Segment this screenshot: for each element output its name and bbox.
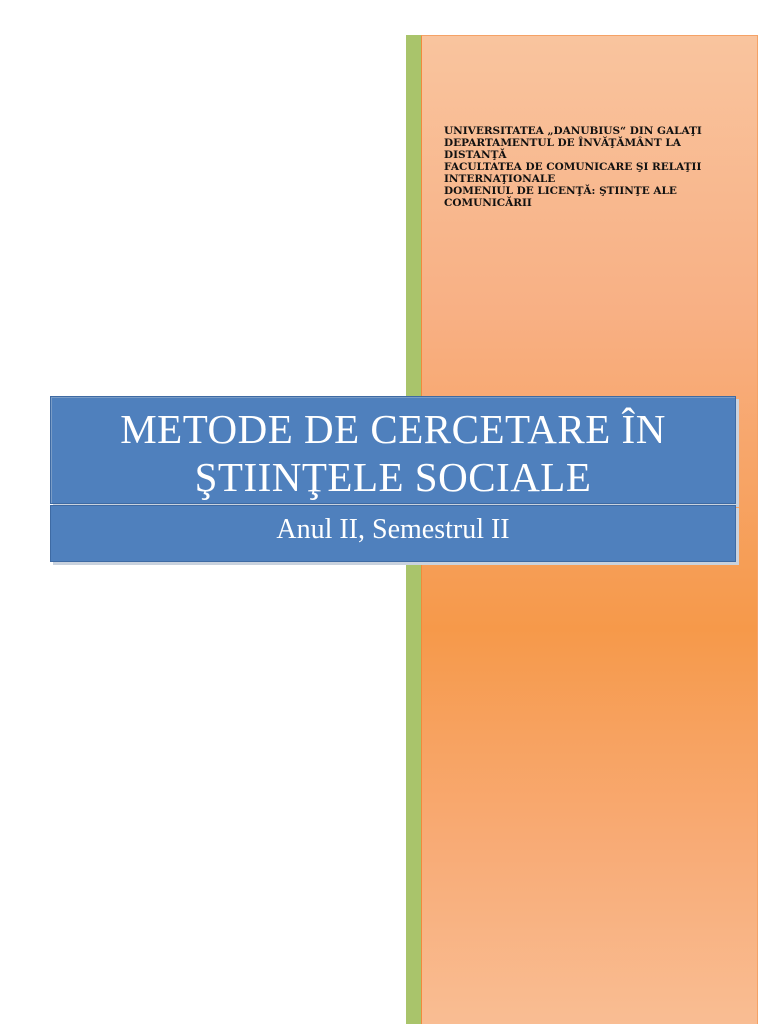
- institution-line: DISTANŢĂ: [444, 149, 507, 161]
- document-subtitle: Anul II, Semestrul II: [276, 514, 510, 545]
- institution-line: FACULTATEA DE COMUNICARE ŞI RELAŢII: [444, 161, 702, 173]
- document-title: [51, 405, 735, 501]
- institution-line: DEPARTAMENTUL DE ÎNVĂŢĂMÂNT LA: [444, 137, 681, 149]
- institution-line: DOMENIUL DE LICENŢĂ: ŞTIINŢE ALE: [444, 185, 677, 197]
- title-line-1: METODE DE CERCETARE ÎN: [120, 406, 666, 452]
- institution-line: INTERNAŢIONALE: [444, 173, 556, 185]
- institution-header: [444, 125, 744, 209]
- title-banner: [50, 396, 736, 504]
- subtitle-banner: [50, 505, 736, 562]
- title-line-2: ŞTIINŢELE SOCIALE: [194, 454, 592, 500]
- institution-line: COMUNICĂRII: [444, 197, 532, 209]
- institution-line: UNIVERSITATEA „DANUBIUS“ DIN GALAŢI: [444, 125, 702, 137]
